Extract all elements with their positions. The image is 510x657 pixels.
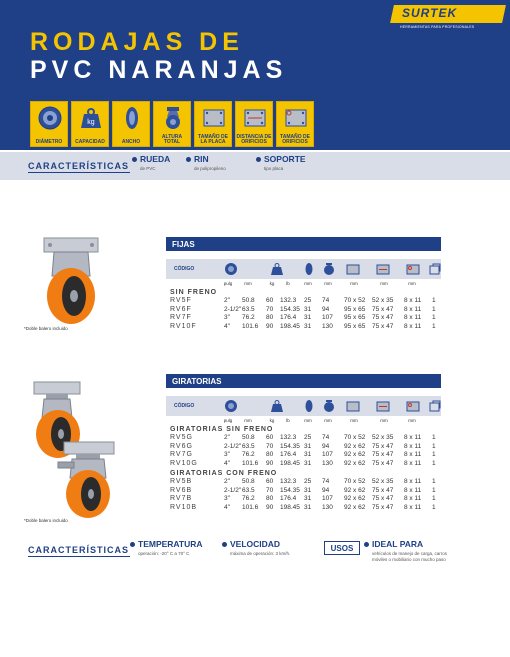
table-cell: 63.5 — [242, 442, 255, 450]
table-cell: 75 x 47 — [372, 503, 394, 511]
table-cell: 31 — [304, 486, 312, 494]
table-cell: 8 x 11 — [404, 459, 422, 467]
table-cell: 8 x 11 — [404, 297, 422, 304]
unit-label: mm — [304, 418, 312, 423]
table-cell: 1 — [432, 478, 436, 485]
diameter-icon — [224, 399, 238, 413]
weight-icon — [270, 262, 284, 276]
table-cell: 75 x 47 — [372, 442, 394, 450]
weight-icon — [78, 105, 104, 131]
hole-distance-icon — [376, 399, 390, 413]
table-cell: 31 — [304, 314, 312, 321]
table-cell: 90 — [266, 322, 274, 330]
table-cell: 94 — [322, 486, 330, 494]
table-cell: RV10F — [170, 322, 197, 330]
spec-icon-label: DISTANCIA DE ORIFICIOS — [236, 134, 272, 145]
table-cell: 101.6 — [242, 503, 259, 511]
feature-title: TEMPERATURA — [138, 539, 203, 549]
section-title-text: GIRATORIAS CON FRENO — [170, 470, 278, 477]
table-cell: RV5G — [170, 434, 193, 441]
table-cell: 4" — [224, 459, 230, 467]
spec-icon-capacity — [71, 101, 109, 147]
plate-size-icon — [346, 262, 360, 276]
table-cell: 130 — [322, 459, 333, 467]
hole-distance-icon — [376, 262, 390, 276]
plate-size-icon — [346, 399, 360, 413]
fixed-units-row — [166, 280, 441, 288]
table-cell: 70 x 52 — [344, 478, 366, 485]
bullet-icon — [130, 542, 135, 547]
unit-label: kg — [269, 281, 275, 286]
unit-label: mm — [350, 418, 358, 423]
height-icon — [322, 262, 336, 276]
unit-label: mm — [304, 281, 312, 286]
plate-size-icon — [201, 105, 227, 131]
table-cell: 8 x 11 — [404, 451, 422, 458]
height-icon — [160, 105, 186, 131]
table-cell: 4" — [224, 322, 230, 330]
table-cell: 94 — [322, 305, 330, 313]
table-cell: 130 — [322, 322, 333, 330]
fixed-table-header: FIJAS — [166, 237, 441, 251]
weight-icon — [270, 399, 284, 413]
spec-icon-hole-size — [276, 101, 314, 147]
table-cell: RV6G — [170, 442, 193, 450]
table-row — [166, 460, 441, 468]
table-cell: 8 x 11 — [404, 442, 422, 450]
table-cell: 8 x 11 — [404, 486, 422, 494]
table-cell: 92 x 62 — [344, 451, 366, 458]
table-row — [166, 451, 441, 459]
spec-icon-label: CAPACIDAD — [75, 139, 105, 145]
table-cell: 2-1/2" — [224, 442, 242, 450]
table-cell: 132.3 — [280, 478, 297, 485]
characteristics-underline — [28, 172, 130, 173]
width-icon — [302, 262, 316, 276]
table-cell: 8 x 11 — [404, 478, 422, 485]
table-cell: 1 — [432, 451, 436, 458]
table-row — [166, 478, 441, 486]
table-cell: 31 — [304, 495, 312, 502]
width-icon — [302, 399, 316, 413]
table-cell: 90 — [266, 459, 274, 467]
table-cell: 92 x 62 — [344, 459, 366, 467]
swivel-code-row — [166, 396, 441, 416]
table-cell: 176.4 — [280, 314, 297, 321]
table-cell: 75 x 47 — [372, 314, 394, 321]
table-cell: 154.35 — [280, 305, 300, 313]
unit-label: mm — [324, 418, 332, 423]
unit-label: kg — [269, 418, 275, 423]
table-cell: 176.4 — [280, 451, 297, 458]
unit-label: mm — [244, 418, 252, 423]
spec-icon-label: TAMAÑO DE ORIFICIOS — [280, 134, 310, 145]
brand-name: SURTEK — [402, 6, 458, 20]
table-row — [166, 297, 441, 305]
table-cell: 107 — [322, 495, 333, 502]
title-line-2: PVC NARANJAS — [30, 56, 288, 84]
spec-icon-label: TAMAÑO DE LA PLACA — [198, 134, 228, 145]
table-cell: 75 x 47 — [372, 459, 394, 467]
feature-sub: tipo placa — [264, 166, 284, 171]
table-row — [166, 504, 441, 512]
table-cell: 75 x 47 — [372, 495, 394, 502]
swivel-note: *Doble balero incluido — [24, 518, 68, 523]
table-cell: 31 — [304, 459, 312, 467]
table-cell: 50.8 — [242, 297, 255, 304]
diameter-icon — [224, 262, 238, 276]
table-cell: 132.3 — [280, 434, 297, 441]
table-cell: 25 — [304, 297, 312, 304]
table-cell: 60 — [266, 478, 274, 485]
table-cell: 60 — [266, 434, 274, 441]
table-cell: 3" — [224, 495, 230, 502]
table-cell: 130 — [322, 503, 333, 511]
table-cell: 75 x 47 — [372, 305, 394, 313]
unit-label: mm — [380, 281, 388, 286]
table-cell: RV5F — [170, 297, 192, 304]
spec-icon-label: ANCHO — [121, 139, 141, 145]
code-label: CÓDIGO — [174, 403, 195, 409]
table-cell: 101.6 — [242, 322, 259, 330]
code-label: CÓDIGO — [174, 266, 195, 272]
table-cell: 52 x 35 — [372, 478, 394, 485]
feature-sub: de polipropileno — [194, 166, 226, 171]
table-cell: 101.6 — [242, 459, 259, 467]
table-cell: RV6B — [170, 486, 193, 494]
unit-label: pulg — [223, 418, 233, 423]
table-cell: 1 — [432, 442, 436, 450]
table-cell: 4" — [224, 503, 230, 511]
table-cell: 63.5 — [242, 305, 255, 313]
table-cell: RV6F — [170, 305, 192, 313]
bullet-icon — [364, 542, 369, 547]
fixed-code-row — [166, 259, 441, 279]
table-cell: 52 x 35 — [372, 297, 394, 304]
section-title-text: GIRATORIAS SIN FRENO — [170, 426, 274, 433]
section-title-text: SIN FRENO — [170, 289, 218, 296]
table-row — [166, 306, 441, 314]
table-cell: 92 x 62 — [344, 486, 366, 494]
table-cell: 76.2 — [242, 451, 255, 458]
table-cell: 70 — [266, 442, 274, 450]
unit-label: lb — [286, 418, 290, 423]
feature-sub: de PVC — [140, 166, 156, 171]
table-cell: 154.35 — [280, 486, 300, 494]
spec-icon-label: DIÁMETRO — [35, 139, 63, 145]
table-cell: 1 — [432, 314, 436, 321]
table-cell: 80 — [266, 451, 274, 458]
unit-label: mm — [408, 418, 416, 423]
feature-title: SOPORTE — [264, 154, 306, 164]
table-cell: 95 x 65 — [344, 314, 366, 321]
hole-size-icon — [406, 399, 420, 413]
table-cell: 176.4 — [280, 495, 297, 502]
bullet-icon — [222, 542, 227, 547]
table-cell: 75 x 47 — [372, 322, 394, 330]
unit-label: mm — [324, 281, 332, 286]
table-cell: 2-1/2" — [224, 486, 242, 494]
table-cell: 76.2 — [242, 495, 255, 502]
table-cell: 2" — [224, 297, 230, 304]
feature-title: RIN — [194, 154, 209, 164]
feature-title: VELOCIDAD — [230, 539, 281, 549]
table-cell: 1 — [432, 322, 436, 330]
table-cell: 8 x 11 — [404, 314, 422, 321]
table-cell: 1 — [432, 297, 436, 304]
hole-size-icon — [406, 262, 420, 276]
table-cell: 70 — [266, 305, 274, 313]
table-cell: 198.45 — [280, 322, 300, 330]
table-cell: 95 x 65 — [344, 322, 366, 330]
height-icon — [322, 399, 336, 413]
feature-sub-2: móviles o mobiliario con mucho paso — [372, 557, 446, 562]
table-cell: 70 — [266, 486, 274, 494]
bullet-icon — [186, 157, 191, 162]
table-cell: RV10G — [170, 459, 198, 467]
table-cell: 1 — [432, 486, 436, 494]
table-cell: 198.45 — [280, 503, 300, 511]
section-title — [166, 426, 441, 434]
table-cell: 95 x 65 — [344, 305, 366, 313]
table-cell: 70 x 52 — [344, 297, 366, 304]
swivel-brake-caster-image — [56, 440, 126, 520]
characteristics-bar — [0, 152, 510, 180]
spec-icons-row — [30, 101, 314, 147]
characteristics-label: CARACTERÍSTICAS — [28, 545, 130, 555]
table-row — [166, 487, 441, 495]
table-cell: 8 x 11 — [404, 503, 422, 511]
table-cell: 31 — [304, 322, 312, 330]
feature-sub: máxima de operación: 3 km/h. — [230, 551, 291, 556]
table-cell: RV5B — [170, 478, 193, 485]
table-cell: 74 — [322, 434, 330, 441]
table-cell: 132.3 — [280, 297, 297, 304]
table-cell: RV7F — [170, 314, 192, 321]
table-cell: RV10B — [170, 503, 198, 511]
svg-text:kg: kg — [87, 119, 95, 126]
table-cell: 31 — [304, 305, 312, 313]
width-icon — [119, 105, 145, 131]
brand-tagline: HERRAMIENTAS PARA PROFESIONALES — [400, 25, 475, 29]
unit-label: mm — [380, 418, 388, 423]
table-row — [166, 443, 441, 451]
table-cell: 1 — [432, 434, 436, 441]
table-cell: 1 — [432, 495, 436, 502]
table-cell: RV7G — [170, 451, 193, 458]
table-cell: 154.35 — [280, 442, 300, 450]
table-cell: 1 — [432, 503, 436, 511]
table-cell: 2" — [224, 478, 230, 485]
unit-label: mm — [350, 281, 358, 286]
table-cell: 107 — [322, 314, 333, 321]
unit-label: mm — [244, 281, 252, 286]
feature-sub: vehículos de manejo de carga, carros — [372, 551, 448, 556]
title-line-1: RODAJAS DE — [30, 28, 244, 56]
table-row — [166, 495, 441, 503]
table-row — [166, 434, 441, 442]
table-cell: 1 — [432, 305, 436, 313]
table-cell: 80 — [266, 314, 274, 321]
diameter-icon — [37, 105, 63, 131]
swivel-table-header: GIRATORIAS — [166, 374, 441, 388]
table-cell: 1 — [432, 459, 436, 467]
table-cell: 2-1/2" — [224, 305, 242, 313]
spec-icon-diameter — [30, 101, 68, 147]
unit-label: lb — [286, 281, 290, 286]
fixed-caster-image — [36, 236, 106, 326]
table-cell: 52 x 35 — [372, 434, 394, 441]
quantity-icon — [428, 399, 442, 413]
hole-distance-icon — [242, 105, 268, 131]
fixed-note: *Doble balero incluido — [24, 326, 68, 331]
table-cell: 74 — [322, 297, 330, 304]
table-cell: 50.8 — [242, 478, 255, 485]
table-cell: 31 — [304, 451, 312, 458]
spec-icon-height — [153, 101, 191, 147]
header-banner — [0, 0, 510, 150]
unit-label: mm — [408, 281, 416, 286]
bullet-icon — [256, 157, 261, 162]
spec-icon-plate-size — [194, 101, 232, 147]
quantity-icon — [428, 262, 442, 276]
table-cell: 50.8 — [242, 434, 255, 441]
table-cell: 80 — [266, 495, 274, 502]
bottom-characteristics — [0, 537, 510, 567]
table-cell: 2" — [224, 434, 230, 441]
table-cell: RV7B — [170, 495, 193, 502]
section-title — [166, 289, 441, 297]
characteristics-label: CARACTERÍSTICAS — [28, 161, 130, 171]
table-cell: 63.5 — [242, 486, 255, 494]
table-cell: 90 — [266, 503, 274, 511]
hole-size-icon — [283, 105, 309, 131]
table-cell: 94 — [322, 442, 330, 450]
table-cell: 31 — [304, 503, 312, 511]
table-cell: 92 x 62 — [344, 503, 366, 511]
table-cell: 75 x 47 — [372, 451, 394, 458]
table-cell: 107 — [322, 451, 333, 458]
table-cell: 74 — [322, 478, 330, 485]
table-cell: 8 x 11 — [404, 495, 422, 502]
table-cell: 76.2 — [242, 314, 255, 321]
swivel-units-row — [166, 417, 441, 425]
feature-sub: operación: -20° C a 70° C — [138, 551, 190, 556]
table-cell: 25 — [304, 478, 312, 485]
table-cell: 60 — [266, 297, 274, 304]
usos-label: USOS — [324, 541, 360, 555]
spec-icon-width — [112, 101, 150, 147]
table-cell: 70 x 52 — [344, 434, 366, 441]
bullet-icon — [132, 157, 137, 162]
table-cell: 75 x 47 — [372, 486, 394, 494]
table-cell: 92 x 62 — [344, 442, 366, 450]
table-cell: 3" — [224, 314, 230, 321]
table-cell: 92 x 62 — [344, 495, 366, 502]
spec-icon-hole-distance — [235, 101, 273, 147]
table-cell: 8 x 11 — [404, 305, 422, 313]
brand-logo — [392, 5, 504, 29]
unit-label: pulg — [223, 281, 233, 286]
table-cell: 31 — [304, 442, 312, 450]
table-cell: 25 — [304, 434, 312, 441]
table-cell: 8 x 11 — [404, 322, 422, 330]
table-row — [166, 314, 441, 322]
spec-icon-label: ALTURA TOTAL — [161, 134, 183, 145]
feature-title: RUEDA — [140, 154, 171, 164]
table-cell: 3" — [224, 451, 230, 458]
section-title — [166, 470, 441, 478]
table-cell: 198.45 — [280, 459, 300, 467]
characteristics-underline — [28, 556, 130, 557]
table-row — [166, 323, 441, 331]
table-cell: 8 x 11 — [404, 434, 422, 441]
feature-title: IDEAL PARA — [372, 539, 424, 549]
